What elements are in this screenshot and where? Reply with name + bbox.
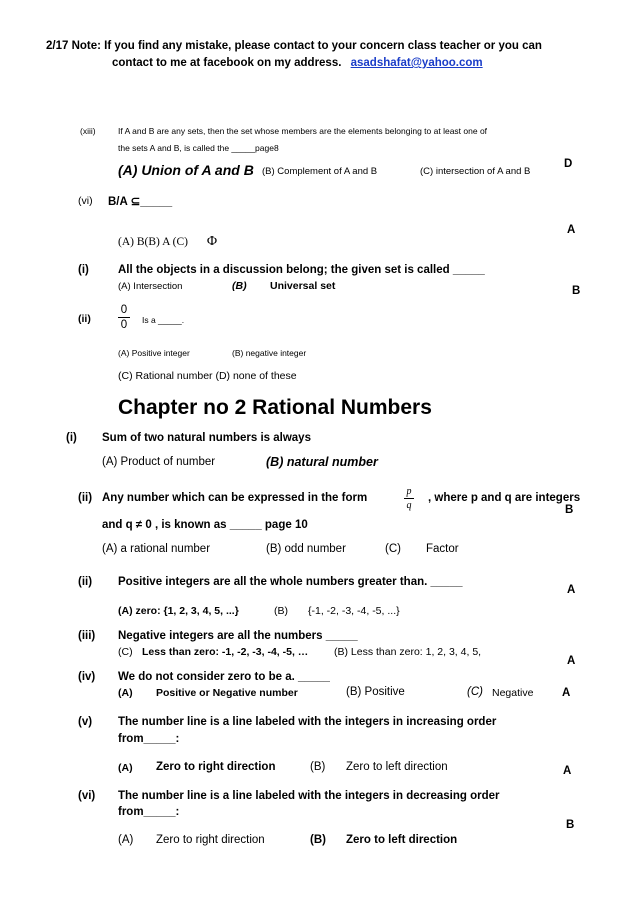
question-text: All the objects in a discussion belong; the given set is called _____ — [118, 264, 485, 276]
question-number: (ii) — [78, 576, 93, 588]
option-a: (A) Positive integer — [118, 348, 190, 358]
option-a-text: (A) a rational number — [102, 543, 211, 555]
fraction-bar — [118, 317, 130, 318]
question-number: (ii) — [78, 492, 93, 504]
question-text: Is a _____. — [142, 315, 185, 325]
question-text: If A and B are any sets, then the set whose members are the elements belonging to at least one of — [118, 126, 488, 136]
question-number: (v) — [78, 716, 93, 728]
question-text: from_____: — [118, 806, 180, 818]
option-b: Universal set — [270, 280, 336, 292]
option-b: (B) Less than zero: 1, 2, 3, 4, 5, — [334, 646, 482, 658]
question-text: We do not consider zero to be a. _____ — [118, 671, 330, 683]
option-a: (A) Product of number — [102, 456, 216, 468]
question-text: Sum of two natural numbers is always — [102, 432, 311, 444]
chapter-title: Chapter no 2 Rational Numbers — [118, 396, 432, 419]
question-number: (iii) — [78, 630, 96, 642]
question-number: (iv) — [78, 671, 96, 683]
option-b: {-1, -2, -3, -4, -5, ...} — [308, 605, 400, 617]
answer-mark: B — [572, 285, 581, 297]
fraction-numerator: 0 — [120, 304, 128, 316]
answer-mark: A — [567, 224, 576, 236]
option-b: Zero to left direction — [346, 761, 448, 773]
question-text: B/A ⊆_____ — [108, 196, 173, 208]
option-c: Factor — [426, 543, 459, 555]
question-text-cont: , where p and q are integers — [428, 492, 581, 504]
question-text: Positive integers are all the whole numbers greater than. _____ — [118, 576, 463, 588]
option-b: Zero to left direction — [346, 834, 458, 846]
answer-mark: B — [565, 504, 574, 516]
email-link[interactable]: asadshafat@yahoo.com — [350, 57, 483, 69]
option-c-label: (C) — [467, 686, 483, 698]
option-b: (B) odd number — [266, 543, 346, 555]
option-b: (B) Positive — [346, 686, 405, 698]
header-note-line2-text: contact to me at facebook on my address. — [112, 57, 342, 69]
question-text: and q ≠ 0 , is known as _____ page 10 — [102, 519, 308, 531]
question-number: (ii) — [78, 313, 91, 325]
question-text: from_____: — [118, 733, 180, 745]
options-line — [118, 234, 217, 250]
option-a-label: (A) — [118, 687, 133, 699]
fraction-denominator: 0 — [120, 319, 128, 331]
option-c: (C) intersection of A and B — [420, 166, 531, 177]
question-text: The number line is a line labeled with the integers in decreasing order — [118, 790, 500, 802]
option-a-label: (A) — [118, 762, 133, 774]
option-b: (B) Complement of A and B — [262, 166, 378, 177]
question-text: The number line is a line labeled with the integers in increasing order — [118, 716, 497, 728]
option-a: (A) Union of A and B — [118, 162, 254, 178]
option-b-label: (B) — [274, 605, 288, 617]
fraction-denominator: q — [406, 500, 412, 511]
question-text: Any number which can be expressed in the form — [102, 492, 368, 504]
fraction-bar — [404, 498, 414, 499]
question-number: (vi) — [78, 195, 93, 207]
question-number: (i) — [78, 264, 89, 276]
option-a: Zero to right direction — [156, 761, 276, 773]
answer-mark: B — [566, 819, 575, 831]
option-a: Zero to right direction — [156, 834, 265, 846]
option-c: Negative — [492, 687, 534, 699]
option-b-label: (B) — [310, 834, 326, 846]
option-c-label: (C) — [118, 646, 133, 658]
question-number: (vi) — [78, 790, 96, 802]
fraction-numerator: p — [406, 486, 412, 497]
options-c-d: (C) Rational number (D) none of these — [118, 370, 297, 382]
question-text: the sets A and B, is called the _____page8 — [118, 143, 279, 153]
header-note-line2 — [112, 57, 483, 69]
answer-mark: A — [562, 687, 571, 699]
option-a: (A) zero: {1, 2, 3, 4, 5, ...} — [118, 605, 239, 617]
option-a-label: (A) — [118, 834, 134, 846]
option-b-label: (B) — [232, 280, 247, 292]
question-number: (xiii) — [80, 126, 96, 136]
question-number: (i) — [66, 432, 77, 444]
options-text: (A) B(B) A (C) — [118, 236, 188, 248]
option-a — [102, 543, 210, 555]
option-b: (B) natural number — [266, 455, 378, 469]
option-c-label: (C) — [385, 543, 401, 555]
option-c: Less than zero: -1, -2, -3, -4, -5, … — [142, 646, 309, 658]
answer-mark: D — [564, 158, 573, 170]
option-b-label: (B) — [310, 761, 326, 773]
header-note-line1: 2/17 Note: If you find any mistake, please contact to your concern class teacher or you can — [46, 40, 542, 52]
fraction-zero-over-zero — [118, 304, 130, 331]
phi-symbol: Φ — [206, 234, 218, 249]
option-a: (A) Intersection — [118, 281, 183, 292]
option-b: (B) negative integer — [232, 348, 307, 358]
answer-mark: A — [567, 584, 576, 596]
question-text: Negative integers are all the numbers _____ — [118, 630, 358, 642]
fraction-p-over-q — [404, 486, 414, 511]
answer-mark: A — [567, 655, 576, 667]
option-a: Positive or Negative number — [156, 687, 298, 699]
answer-mark: A — [563, 765, 572, 777]
